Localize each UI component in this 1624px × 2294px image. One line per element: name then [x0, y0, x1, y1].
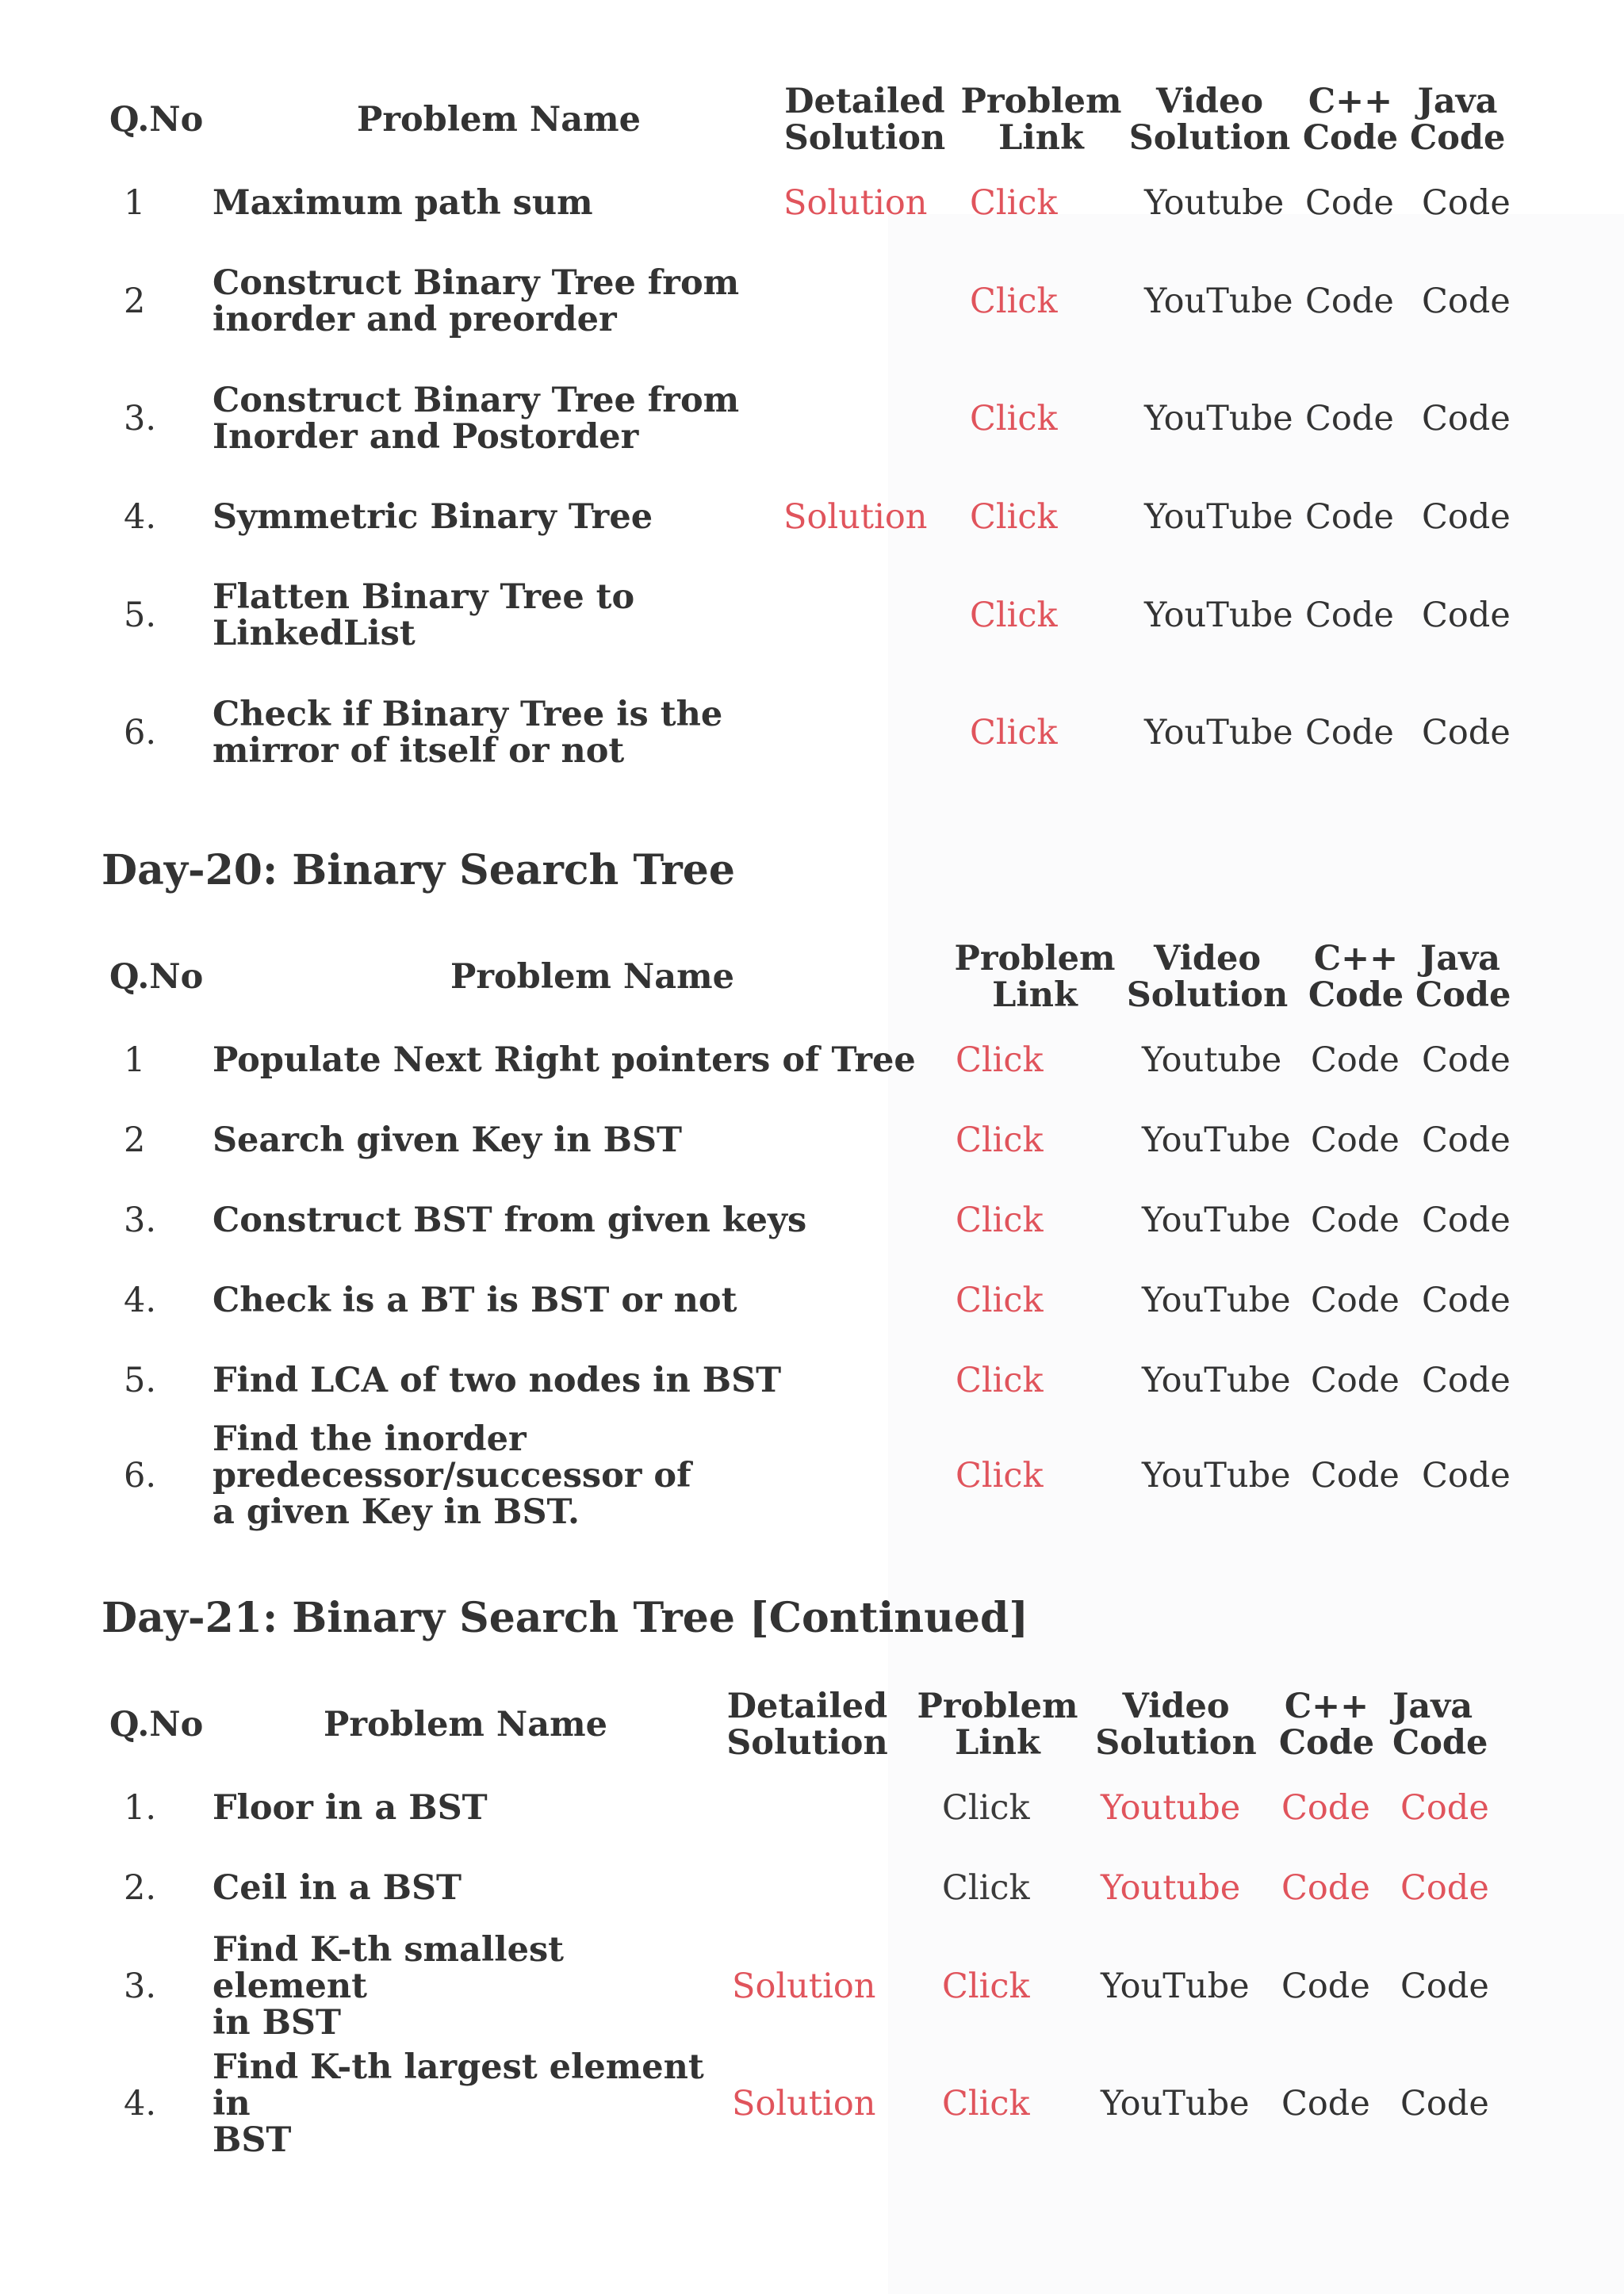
- problem-link[interactable]: Click: [970, 497, 1058, 537]
- video-link[interactable]: Youtube: [1142, 1040, 1282, 1080]
- table-row: [102, 2045, 1505, 2162]
- problem-link[interactable]: Click: [970, 281, 1058, 321]
- row-number: 2: [124, 281, 146, 321]
- problem-link[interactable]: Click: [942, 2084, 1030, 2124]
- problems-table-day-21: [102, 1682, 1505, 2162]
- header-detailed-solution: Detailed Solution: [783, 82, 946, 158]
- problem-link[interactable]: Click: [942, 1787, 1030, 1828]
- video-link[interactable]: YouTube: [1144, 281, 1293, 321]
- solution-link: [776, 674, 954, 791]
- video-link[interactable]: Youtube: [1101, 1787, 1241, 1828]
- solution-link[interactable]: Solution: [783, 497, 928, 537]
- row-number: 4.: [124, 497, 157, 537]
- header-cpp-code: C++ Code: [1308, 939, 1404, 1015]
- table-header-row: [102, 934, 1505, 1020]
- solution-link: [704, 1848, 910, 1928]
- solution-link: [776, 243, 954, 360]
- video-link[interactable]: YouTube: [1142, 1456, 1291, 1496]
- cpp-code-link[interactable]: Code: [1281, 1867, 1370, 1908]
- table-row: [102, 477, 1505, 557]
- table-row: [102, 1340, 1505, 1420]
- video-link[interactable]: YouTube: [1142, 1360, 1291, 1400]
- video-link[interactable]: Youtube: [1101, 1867, 1241, 1908]
- problem-link[interactable]: Click: [942, 1867, 1030, 1908]
- cpp-code-link[interactable]: Code: [1305, 497, 1394, 537]
- row-number: 5.: [124, 1360, 157, 1400]
- java-code-link[interactable]: Code: [1400, 1867, 1489, 1908]
- table-row: [102, 1767, 1505, 1848]
- problem-link[interactable]: Click: [956, 1200, 1044, 1240]
- table-row: [102, 1260, 1505, 1340]
- row-number: 3.: [124, 1967, 157, 2006]
- problem-name: Find K-th largest element in BST: [213, 2047, 704, 2160]
- video-link[interactable]: YouTube: [1144, 596, 1293, 635]
- video-link[interactable]: YouTube: [1144, 497, 1293, 537]
- java-code-link[interactable]: Code: [1422, 1360, 1511, 1400]
- header-java-code: Java Code: [1410, 82, 1506, 158]
- header-problem-link: Problem Link: [917, 1687, 1078, 1763]
- cpp-code-link[interactable]: Code: [1305, 596, 1394, 635]
- table-row: [102, 674, 1505, 791]
- cpp-code-link[interactable]: Code: [1305, 281, 1394, 321]
- row-number: 2.: [124, 1867, 157, 1908]
- row-number: 2: [124, 1120, 146, 1160]
- header-problem-link: Problem Link: [954, 939, 1116, 1015]
- header-java-code: Java Code: [1415, 939, 1511, 1015]
- header-problem-name: Problem Name: [324, 1705, 607, 1744]
- table-row: [102, 360, 1505, 477]
- java-code-link[interactable]: Code: [1422, 713, 1511, 753]
- table-row: [102, 243, 1505, 360]
- java-code-link[interactable]: Code: [1422, 1120, 1511, 1160]
- table-header-row: [102, 76, 1505, 163]
- video-link[interactable]: YouTube: [1142, 1280, 1291, 1320]
- row-number: 6.: [124, 713, 157, 753]
- problem-name: Find K-th smallest element in BST: [213, 1930, 565, 2043]
- problem-name: Populate Next Right pointers of Tree: [213, 1040, 916, 1080]
- table-row: [102, 1020, 1505, 1100]
- row-number: 4.: [124, 2084, 157, 2124]
- problem-name: Search given Key in BST: [213, 1120, 683, 1160]
- cpp-code-link[interactable]: Code: [1281, 2084, 1370, 2124]
- solution-link[interactable]: Solution: [732, 1967, 876, 2006]
- video-link[interactable]: YouTube: [1144, 399, 1293, 439]
- header-problem-name: Problem Name: [450, 957, 734, 997]
- header-qno: Q.No: [109, 957, 204, 997]
- solution-link: [776, 360, 954, 477]
- java-code-link[interactable]: Code: [1422, 281, 1511, 321]
- cpp-code-link[interactable]: Code: [1305, 399, 1394, 439]
- problem-name: Find the inorder predecessor/successor of a given Key in BST.: [213, 1419, 691, 1532]
- problem-link[interactable]: Click: [956, 1040, 1044, 1080]
- table-header-row: [102, 1682, 1505, 1767]
- problem-link[interactable]: Click: [942, 1967, 1030, 2006]
- java-code-link[interactable]: Code: [1422, 1200, 1511, 1240]
- cpp-code-link[interactable]: Code: [1305, 183, 1394, 223]
- java-code-link[interactable]: Code: [1422, 183, 1511, 223]
- cpp-code-link[interactable]: Code: [1311, 1280, 1400, 1320]
- header-qno: Q.No: [109, 100, 204, 140]
- problem-name: Check if Binary Tree is the mirror of itself or not: [213, 695, 723, 771]
- problem-name: Construct Binary Tree from Inorder and Postorder: [213, 381, 740, 457]
- solution-link[interactable]: Solution: [783, 183, 928, 223]
- header-cpp-code: C++ Code: [1278, 1687, 1375, 1763]
- solution-link: [776, 557, 954, 674]
- video-link[interactable]: YouTube: [1142, 1200, 1291, 1240]
- problem-link[interactable]: Click: [970, 713, 1058, 753]
- problem-link[interactable]: Click: [970, 596, 1058, 635]
- table-row: [102, 557, 1505, 674]
- header-video-solution: Video Solution: [1095, 1687, 1257, 1763]
- java-code-link[interactable]: Code: [1400, 2084, 1489, 2124]
- row-number: 3.: [124, 1200, 157, 1240]
- header-qno: Q.No: [109, 1705, 204, 1744]
- row-number: 1.: [124, 1787, 157, 1828]
- cpp-code-link[interactable]: Code: [1311, 1040, 1400, 1080]
- cpp-code-link[interactable]: Code: [1281, 1967, 1370, 2006]
- video-link[interactable]: YouTube: [1101, 1967, 1250, 2006]
- problems-table-day-19: [102, 76, 1511, 791]
- problem-link[interactable]: Click: [956, 1456, 1044, 1496]
- row-number: 1: [124, 183, 146, 223]
- video-link[interactable]: YouTube: [1142, 1120, 1291, 1160]
- row-number: 4.: [124, 1280, 157, 1320]
- row-number: 6.: [124, 1456, 157, 1496]
- table-row: [102, 1420, 1505, 1531]
- problem-name: Floor in a BST: [213, 1787, 488, 1828]
- section-heading-day-21: Day-21: Binary Search Tree [Continued]: [102, 1594, 1028, 1642]
- cpp-code-link[interactable]: Code: [1311, 1200, 1400, 1240]
- row-number: 5.: [124, 596, 157, 635]
- java-code-link[interactable]: Code: [1422, 1280, 1511, 1320]
- solution-link[interactable]: Solution: [732, 2084, 876, 2124]
- solution-link: [704, 1767, 910, 1848]
- cpp-code-link[interactable]: Code: [1311, 1456, 1400, 1496]
- problem-name: Symmetric Binary Tree: [213, 497, 653, 537]
- java-code-link[interactable]: Code: [1422, 497, 1511, 537]
- problem-name: Construct Binary Tree from inorder and preorder: [213, 263, 740, 339]
- problem-link[interactable]: Click: [956, 1360, 1044, 1400]
- cpp-code-link[interactable]: Code: [1311, 1360, 1400, 1400]
- problem-link[interactable]: Click: [970, 399, 1058, 439]
- problem-name: Maximum path sum: [213, 183, 593, 223]
- header-detailed-solution: Detailed Solution: [726, 1687, 888, 1763]
- problem-name: Construct BST from given keys: [213, 1200, 807, 1240]
- java-code-link[interactable]: Code: [1400, 1967, 1489, 2006]
- problem-name: Ceil in a BST: [213, 1867, 462, 1908]
- table-row: [102, 1848, 1505, 1928]
- cpp-code-link[interactable]: Code: [1311, 1120, 1400, 1160]
- header-cpp-code: C++ Code: [1302, 82, 1399, 158]
- cpp-code-link[interactable]: Code: [1305, 713, 1394, 753]
- row-number: 3.: [124, 399, 157, 439]
- problem-name: Find LCA of two nodes in BST: [213, 1360, 782, 1400]
- video-link[interactable]: YouTube: [1101, 2084, 1250, 2124]
- problem-link[interactable]: Click: [956, 1120, 1044, 1160]
- java-code-link[interactable]: Code: [1422, 596, 1511, 635]
- header-java-code: Java Code: [1392, 1687, 1488, 1763]
- table-row: [102, 163, 1505, 243]
- java-code-link[interactable]: Code: [1422, 1040, 1511, 1080]
- java-code-link[interactable]: Code: [1400, 1787, 1489, 1828]
- problems-table-day-20: [102, 934, 1511, 1532]
- header-video-solution: Video Solution: [1128, 82, 1291, 158]
- problem-link[interactable]: Click: [956, 1280, 1044, 1320]
- java-code-link[interactable]: Code: [1422, 399, 1511, 439]
- video-link[interactable]: Youtube: [1144, 183, 1285, 223]
- header-problem-name: Problem Name: [357, 100, 641, 140]
- problem-link[interactable]: Click: [970, 183, 1058, 223]
- table-row: [102, 1100, 1505, 1180]
- cpp-code-link[interactable]: Code: [1281, 1787, 1370, 1828]
- header-problem-link: Problem Link: [960, 82, 1122, 158]
- row-number: 1: [124, 1040, 146, 1080]
- problem-name: Flatten Binary Tree to LinkedList: [213, 577, 635, 653]
- table-row: [102, 1180, 1505, 1260]
- header-video-solution: Video Solution: [1126, 939, 1289, 1015]
- problem-name: Check is a BT is BST or not: [213, 1280, 737, 1320]
- java-code-link[interactable]: Code: [1422, 1456, 1511, 1496]
- video-link[interactable]: YouTube: [1144, 713, 1293, 753]
- section-heading-day-20: Day-20: Binary Search Tree: [102, 846, 735, 894]
- table-row: [102, 1928, 1505, 2045]
